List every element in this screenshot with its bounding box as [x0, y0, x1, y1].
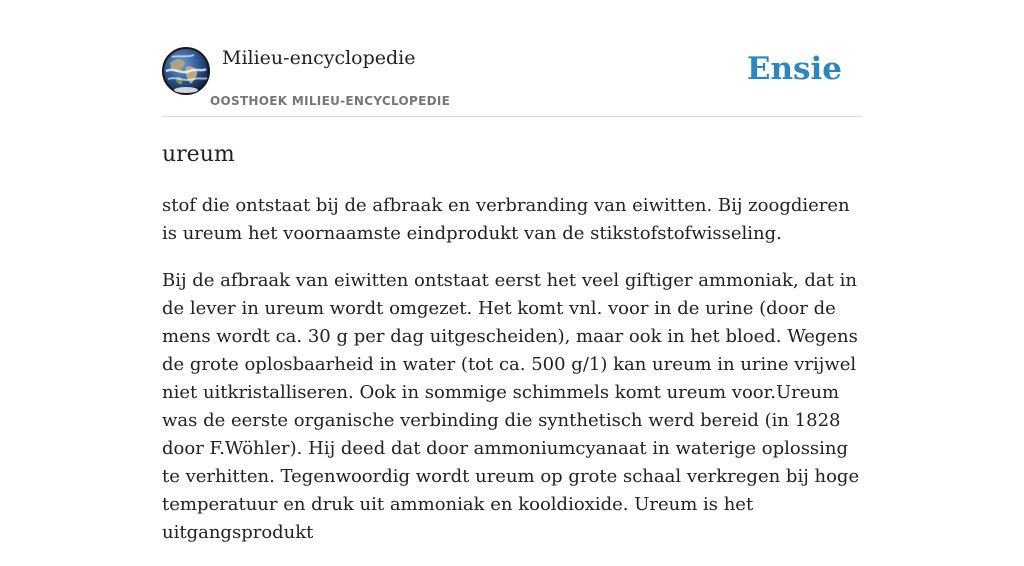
definition-paragraph: Bij de afbraak van eiwitten ontstaat eerst het veel giftiger ammoniak, dat in de lever in ureum wordt omgezet. Het komt vnl. voor in de urine (door de mens wordt ca. 30 g per dag uitgescheiden), maar ook in het bloed. Wegens de grote oplosbaarheid in water (tot ca. 500 g/1) kan ureum in urine vrijwel niet uitkristalliseren. Ook in sommige schimmels komt ureum voor.Ureum was de eerste organische verbinding die synthetisch werd bereid (in 1828 door F.Wöhler). Hij deed dat door ammoniumcyanaat in waterige oplossing te verhitten. Tegenwoordig wordt ureum op grote schaal verkregen bij hoge temperatuur en druk uit ammoniak en kooldioxide. Ureum is het uitgangsprodukt [162, 270, 860, 543]
entry-term: ureum [162, 142, 235, 167]
site-header [162, 0, 862, 117]
definition-paragraph: stof die ontstaat bij de afbraak en verbranding van eiwitten. Bij zoogdieren is ureum het voornaamste eindprodukt van de stikstofstofwisseling. [162, 195, 850, 244]
earth-globe-icon[interactable] [162, 47, 210, 95]
site-subtitle: OOSTHOEK MILIEU-ENCYCLOPEDIE [210, 94, 451, 108]
page-container [162, 0, 862, 543]
entry-definition [162, 192, 868, 566]
ensie-brand-link[interactable]: Ensie [746, 51, 842, 87]
site-title[interactable]: Milieu-encyclopedie [222, 47, 416, 69]
